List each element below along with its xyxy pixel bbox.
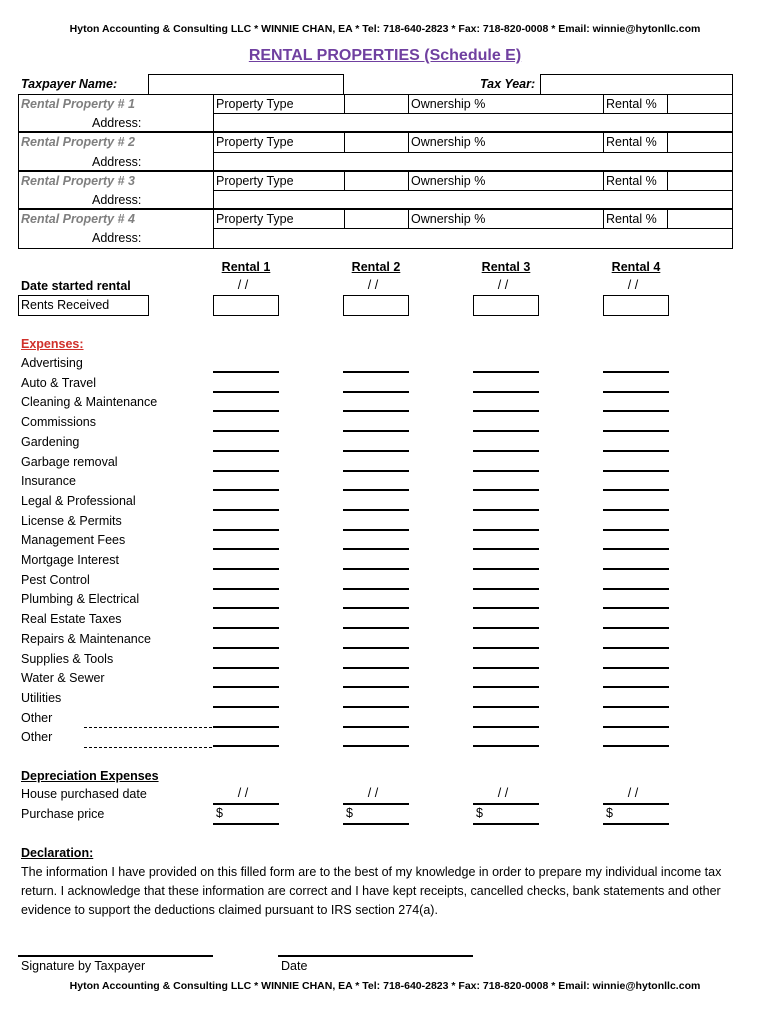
rental-pct-label: Rental %: [606, 97, 657, 111]
expense-amount-line[interactable]: [213, 686, 279, 688]
ownership-label: Ownership %: [411, 97, 486, 111]
expense-amount-line[interactable]: [213, 568, 279, 570]
address-label: Address:: [92, 193, 142, 207]
expense-amount-line[interactable]: [473, 607, 539, 609]
expense-amount-line[interactable]: [603, 667, 669, 669]
expense-amount-line[interactable]: [343, 568, 409, 570]
address-field[interactable]: [214, 229, 732, 246]
rents-received-box: [18, 295, 149, 316]
signature-line[interactable]: [18, 955, 213, 957]
address-label: Address:: [92, 231, 142, 246]
expense-amount-line[interactable]: [343, 726, 409, 728]
house-purchased-line[interactable]: [213, 803, 279, 805]
expense-amount-line[interactable]: [473, 410, 539, 412]
expense-amount-line[interactable]: [343, 627, 409, 629]
rents-received-field[interactable]: [343, 295, 409, 316]
expense-label: Pest Control: [21, 572, 90, 587]
house-purchased-slash[interactable]: / /: [367, 786, 379, 800]
other-2-dashed-line[interactable]: [84, 747, 212, 748]
currency-sign: $: [606, 806, 613, 820]
expense-amount-line[interactable]: [213, 371, 279, 373]
page-title: RENTAL PROPERTIES (Schedule E): [248, 47, 522, 64]
expense-amount-line[interactable]: [473, 726, 539, 728]
purchase-price-line[interactable]: [473, 823, 539, 825]
expense-amount-line[interactable]: [603, 410, 669, 412]
rental-pct-label: Rental %: [606, 135, 657, 150]
purchase-price-line[interactable]: [603, 823, 669, 825]
address-field[interactable]: [214, 114, 732, 131]
expense-amount-line[interactable]: [343, 667, 409, 669]
property-type-field[interactable]: [345, 210, 407, 227]
expense-amount-line[interactable]: [473, 647, 539, 649]
expense-label: Plumbing & Electrical: [21, 592, 140, 607]
column-header: Rental 2: [351, 260, 401, 274]
cell-divider: [603, 171, 604, 190]
expense-amount-line[interactable]: [343, 706, 409, 708]
expense-amount-line[interactable]: [343, 607, 409, 609]
column-header: Rental 3: [481, 260, 531, 274]
tax-year-field[interactable]: [540, 74, 733, 95]
expense-amount-line[interactable]: [603, 509, 669, 511]
expense-amount-line[interactable]: [343, 450, 409, 452]
house-purchased-slash[interactable]: / /: [627, 786, 639, 800]
expense-amount-line[interactable]: [213, 588, 279, 590]
expense-amount-line[interactable]: [473, 548, 539, 550]
rents-received-field[interactable]: [213, 295, 279, 316]
date-started-slash[interactable]: / /: [497, 278, 509, 292]
expense-amount-line[interactable]: [603, 706, 669, 708]
expense-amount-line[interactable]: [213, 627, 279, 629]
expense-label: License & Permits: [21, 513, 122, 528]
expense-amount-line[interactable]: [213, 607, 279, 609]
expense-amount-line[interactable]: [213, 529, 279, 531]
expense-amount-line[interactable]: [343, 686, 409, 688]
expense-amount-line[interactable]: [213, 548, 279, 550]
expenses-heading: Expenses:: [21, 337, 84, 351]
house-purchased-line[interactable]: [603, 803, 669, 805]
expense-amount-line[interactable]: [213, 430, 279, 432]
column-header: Rental 1: [221, 260, 271, 274]
expense-amount-line[interactable]: [603, 627, 669, 629]
expense-label: Legal & Professional: [21, 493, 136, 508]
expense-amount-line[interactable]: [603, 391, 669, 393]
property-type-label: Property Type: [216, 97, 294, 111]
property-type-label: Property Type: [216, 173, 294, 188]
expense-amount-line[interactable]: [473, 745, 539, 747]
cell-divider: [408, 94, 409, 113]
expense-label: Utilities: [21, 690, 62, 705]
expense-amount-line[interactable]: [603, 726, 669, 728]
ownership-label: Ownership %: [411, 135, 486, 150]
currency-sign: $: [216, 806, 223, 820]
expense-amount-line[interactable]: [603, 450, 669, 452]
expense-label: Advertising: [21, 356, 83, 370]
taxpayer-name-field[interactable]: [148, 74, 344, 95]
purchase-price-line[interactable]: [213, 823, 279, 825]
expense-amount-line[interactable]: [343, 745, 409, 747]
ownership-label: Ownership %: [411, 212, 486, 227]
cell-divider: [213, 132, 214, 151]
expense-amount-line[interactable]: [603, 607, 669, 609]
expense-amount-line[interactable]: [603, 529, 669, 531]
purchase-price-line[interactable]: [343, 823, 409, 825]
expense-amount-line[interactable]: [603, 548, 669, 550]
expense-label: Real Estate Taxes: [21, 612, 122, 627]
date-label: Date: [281, 959, 308, 973]
expense-amount-line[interactable]: [343, 548, 409, 550]
expense-amount-line[interactable]: [343, 371, 409, 373]
expense-label: Garbage removal: [21, 454, 118, 469]
expense-amount-line[interactable]: [473, 667, 539, 669]
expense-amount-line[interactable]: [603, 647, 669, 649]
expense-amount-line[interactable]: [343, 489, 409, 491]
expense-amount-line[interactable]: [213, 450, 279, 452]
expense-amount-line[interactable]: [603, 745, 669, 747]
expense-amount-line[interactable]: [213, 647, 279, 649]
property-label: Rental Property # 4: [21, 212, 135, 227]
expense-amount-line[interactable]: [343, 529, 409, 531]
expense-amount-line[interactable]: [343, 509, 409, 511]
expense-amount-line[interactable]: [603, 489, 669, 491]
currency-sign: $: [476, 806, 483, 820]
expense-amount-line[interactable]: [343, 647, 409, 649]
declaration-text: The information I have provided on this filled form are to the best of my knowledge in order to prepare my individual income tax return. I acknowledge that these information are correct and I have kept receipts, cancelled checks, bank statements and other evidence to support the deductions claimed pursuant to IRS section 274(a).: [21, 865, 722, 917]
ownership-label: Ownership %: [411, 173, 486, 188]
expense-label: Other: [21, 710, 53, 725]
address-field[interactable]: [214, 191, 732, 208]
property-type-field[interactable]: [345, 172, 407, 189]
currency-sign: $: [346, 806, 353, 820]
expense-amount-line[interactable]: [213, 489, 279, 491]
expense-label: Mortgage Interest: [21, 553, 119, 567]
rents-received-field[interactable]: [473, 295, 539, 316]
expense-amount-line[interactable]: [603, 371, 669, 373]
expense-label: Insurance: [21, 474, 76, 489]
column-header: Rental 4: [611, 260, 661, 274]
expense-amount-line[interactable]: [473, 529, 539, 531]
rental-pct-label: Rental %: [606, 212, 657, 227]
cell-divider: [408, 171, 409, 190]
date-started-slash[interactable]: / /: [627, 278, 639, 292]
property-type-label: Property Type: [216, 212, 294, 227]
expense-label: Water & Sewer: [21, 671, 105, 686]
expense-label: Supplies & Tools: [21, 651, 114, 666]
date-started-slash[interactable]: / /: [237, 278, 249, 292]
expense-amount-line[interactable]: [603, 470, 669, 472]
expense-amount-line[interactable]: [473, 706, 539, 708]
expense-amount-line[interactable]: [213, 470, 279, 472]
expense-amount-line[interactable]: [473, 588, 539, 590]
expense-amount-line[interactable]: [603, 430, 669, 432]
rents-received-field[interactable]: [603, 295, 669, 316]
house-purchased-slash[interactable]: / /: [237, 786, 249, 800]
expense-amount-line[interactable]: [473, 391, 539, 393]
property-type-label: Property Type: [216, 135, 294, 150]
expense-amount-line[interactable]: [473, 489, 539, 491]
cell-divider: [213, 209, 214, 228]
rental-pct-label: Rental %: [606, 173, 657, 188]
depreciation-heading: Depreciation Expenses: [21, 769, 159, 783]
expense-amount-line[interactable]: [343, 588, 409, 590]
cell-divider: [603, 209, 604, 228]
rents-received-label: Rents Received: [21, 298, 110, 312]
expense-amount-line[interactable]: [473, 371, 539, 373]
expense-amount-line[interactable]: [213, 726, 279, 728]
ownership-field[interactable]: [540, 172, 602, 189]
expense-amount-line[interactable]: [473, 686, 539, 688]
expense-amount-line[interactable]: [213, 410, 279, 412]
rental-pct-field[interactable]: [668, 210, 732, 227]
expense-amount-line[interactable]: [603, 588, 669, 590]
expense-amount-line[interactable]: [473, 627, 539, 629]
expense-label: Repairs & Maintenance: [21, 631, 151, 646]
expense-amount-line[interactable]: [343, 391, 409, 393]
expense-amount-line[interactable]: [213, 509, 279, 511]
ownership-field[interactable]: [540, 133, 602, 150]
property-label: Rental Property # 3: [21, 173, 135, 188]
cell-divider: [213, 171, 214, 190]
date-started-label: Date started rental: [21, 279, 131, 293]
property-label: Rental Property # 1: [21, 97, 135, 111]
house-purchased-label: House purchased date: [21, 787, 147, 801]
property-type-field[interactable]: [345, 133, 407, 150]
address-label: Address:: [92, 154, 142, 169]
expense-amount-line[interactable]: [473, 509, 539, 511]
property-type-field[interactable]: [345, 95, 407, 112]
house-purchased-line[interactable]: [343, 803, 409, 805]
expense-amount-line[interactable]: [473, 430, 539, 432]
ownership-field[interactable]: [540, 210, 602, 227]
date-started-slash[interactable]: / /: [367, 278, 379, 292]
signature-label: Signature by Taxpayer: [21, 959, 146, 973]
rental-pct-field[interactable]: [668, 95, 732, 112]
expense-amount-line[interactable]: [603, 686, 669, 688]
cell-divider: [213, 94, 214, 113]
property-label: Rental Property # 2: [21, 135, 135, 150]
purchase-price-label: Purchase price: [21, 807, 105, 821]
expense-label: Auto & Travel: [21, 375, 97, 390]
address-label: Address:: [92, 116, 142, 131]
expense-amount-line[interactable]: [603, 568, 669, 570]
expense-label: Other: [21, 730, 53, 745]
ownership-field[interactable]: [540, 95, 602, 112]
house-purchased-line[interactable]: [473, 803, 539, 805]
cell-divider: [603, 94, 604, 113]
expense-amount-line[interactable]: [473, 568, 539, 570]
expense-label: Management Fees: [21, 533, 126, 548]
address-field[interactable]: [214, 153, 732, 170]
taxpayer-name-label: Taxpayer Name:: [21, 77, 118, 91]
expense-amount-line[interactable]: [213, 391, 279, 393]
declaration-heading: Declaration:: [21, 846, 94, 860]
date-line[interactable]: [278, 955, 473, 957]
cell-divider: [603, 132, 604, 151]
expense-amount-line[interactable]: [473, 470, 539, 472]
expense-amount-line[interactable]: [213, 667, 279, 669]
expense-amount-line[interactable]: [343, 410, 409, 412]
rental-pct-field[interactable]: [668, 133, 732, 150]
cell-divider: [408, 209, 409, 228]
expense-amount-line[interactable]: [343, 470, 409, 472]
expense-label: Cleaning & Maintenance: [21, 395, 158, 410]
expense-amount-line[interactable]: [343, 430, 409, 432]
expense-amount-line[interactable]: [213, 745, 279, 747]
expense-amount-line[interactable]: [213, 706, 279, 708]
tax-year-label: Tax Year:: [480, 77, 536, 91]
other-1-dashed-line[interactable]: [84, 727, 212, 728]
expense-amount-line[interactable]: [473, 450, 539, 452]
page-header: Hyton Accounting & Consulting LLC * WINNIE CHAN, EA * Tel: 718-640-2823 * Fax: 718-820-0008 * Email: winnie@hytonllc.com: [69, 23, 701, 35]
expense-label: Gardening: [21, 434, 80, 449]
expense-label: Commissions: [21, 415, 97, 430]
rental-pct-field[interactable]: [668, 172, 732, 189]
page-footer: Hyton Accounting & Consulting LLC * WINNIE CHAN, EA * Tel: 718-640-2823 * Fax: 718-820-0008 * Email: winnie@hytonllc.com: [69, 980, 701, 992]
house-purchased-slash[interactable]: / /: [497, 786, 509, 800]
cell-divider: [408, 132, 409, 151]
